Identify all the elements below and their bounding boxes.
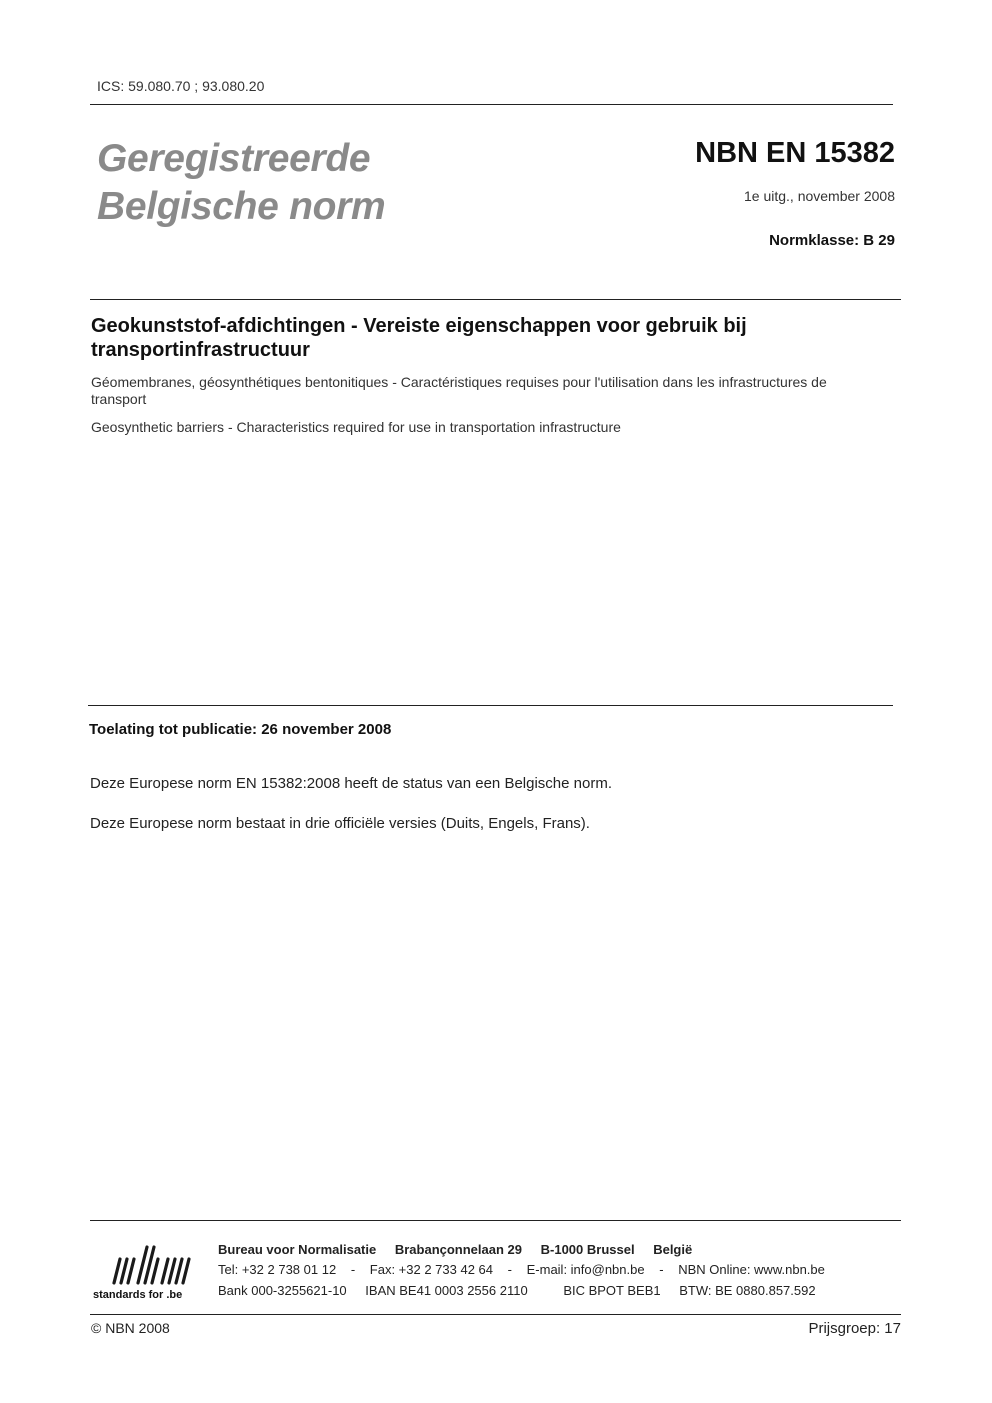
organization-name: Bureau voor Normalisatie	[218, 1242, 377, 1257]
city: B-1000 Brussel	[540, 1242, 635, 1257]
copyright: © NBN 2008	[91, 1320, 170, 1336]
street-address: Brabançonnelaan 29	[394, 1242, 522, 1257]
footer-contact	[218, 1262, 840, 1277]
iban: IBAN BE41 0003 2556 2110	[365, 1283, 528, 1298]
document-type-line1: Geregistreerde	[97, 137, 371, 180]
logo-tagline: standards for .be	[93, 1289, 183, 1301]
dutch-title: Geokunststof-afdichtingen - Vereiste eigenschappen voor gebruik bij transportinfrastructuur	[91, 315, 747, 361]
publication-approval: Toelating tot publicatie: 26 november 2008	[89, 721, 392, 738]
separator: -	[659, 1262, 664, 1277]
header-divider	[90, 104, 893, 105]
email-link[interactable]: E-mail: info@nbn.be	[526, 1262, 645, 1277]
price-group: Prijsgroep: 17	[808, 1320, 901, 1337]
fax: Fax: +32 2 733 42 64	[369, 1262, 494, 1277]
norm-class: Normklasse: B 29	[769, 232, 895, 249]
footer-divider	[90, 1220, 901, 1221]
body-divider	[88, 705, 893, 706]
footer-address	[218, 1242, 707, 1257]
vat-number: BTW: BE 0880.857.592	[679, 1283, 816, 1298]
english-title: Geosynthetic barriers - Characteristics required for use in transportation infrastructure	[91, 419, 621, 435]
title-divider	[90, 299, 901, 300]
separator: -	[350, 1262, 356, 1277]
bank-account: Bank 000-3255621-10	[218, 1283, 347, 1298]
telephone: Tel: +32 2 738 01 12	[218, 1262, 337, 1277]
versions-statement: Deze Europese norm bestaat in drie officiële versies (Duits, Engels, Frans).	[90, 815, 590, 832]
separator: -	[507, 1262, 512, 1277]
status-statement: Deze Europese norm EN 15382:2008 heeft de status van een Belgische norm.	[90, 775, 612, 792]
ics-code: ICS: 59.080.70 ; 93.080.20	[97, 78, 265, 94]
french-title: Géomembranes, géosynthétiques bentonitiques - Caractéristiques requises pour l'utilisation dans les infrastructures de transport	[91, 374, 827, 407]
edition-info: 1e uitg., november 2008	[744, 188, 895, 204]
document-type-line2: Belgische norm	[97, 185, 386, 228]
footer-bottom-divider	[90, 1314, 901, 1315]
standard-number: NBN EN 15382	[695, 137, 895, 169]
footer-bank	[218, 1283, 831, 1298]
country: België	[653, 1242, 693, 1257]
website-link[interactable]: NBN Online: www.nbn.be	[678, 1262, 825, 1277]
bic: BIC BPOT BEB1	[563, 1283, 661, 1298]
